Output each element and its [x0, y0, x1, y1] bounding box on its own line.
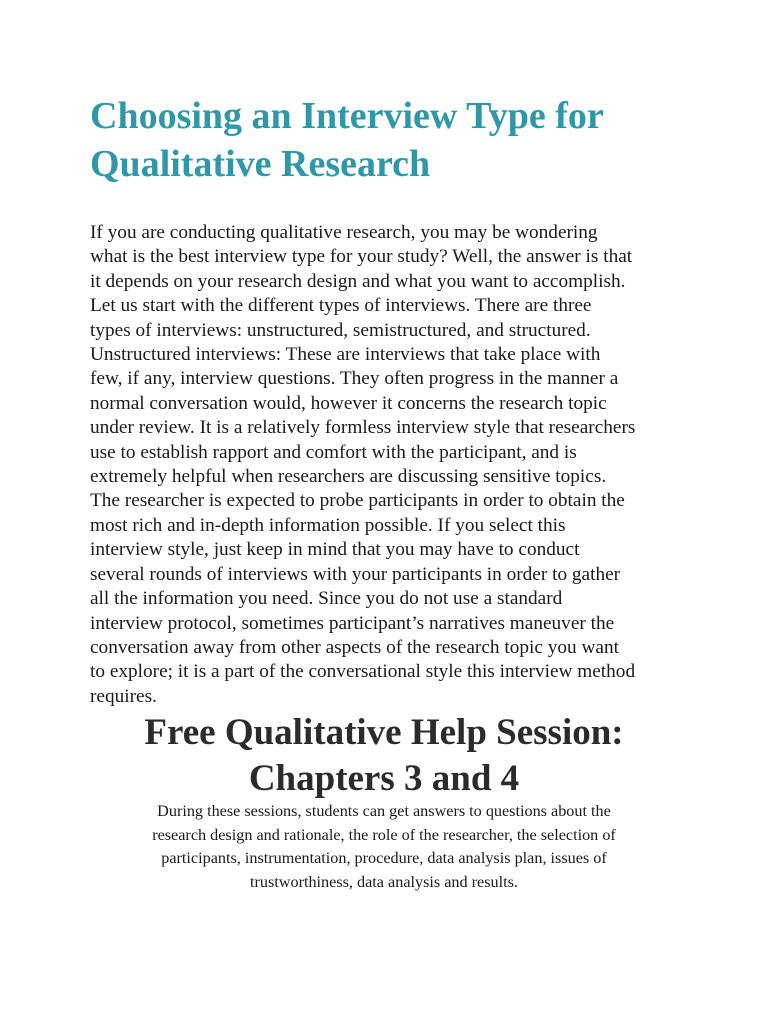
- promo-line: participants, instrumentation, procedure, data analysis plan, issues of: [161, 849, 607, 867]
- body-line: interview style, just keep in mind that you may have to conduct: [90, 539, 580, 561]
- body-line: under review. It is a relatively formless interview style that researchers: [90, 417, 636, 439]
- body-line: it depends on your research design and what you want to accomplish.: [90, 270, 626, 292]
- article-body: [90, 221, 690, 709]
- promo-heading-line: Chapters 3 and 4: [248, 758, 520, 799]
- body-line: interview protocol, sometimes participant’s narratives maneuver the: [90, 612, 615, 634]
- body-line: If you are conducting qualitative research, you may be wondering: [90, 222, 598, 243]
- body-line: Let us start with the different types of interviews. There are three: [90, 295, 592, 317]
- body-line: The researcher is expected to probe participants in order to obtain the: [90, 490, 625, 512]
- body-line: extremely helpful when researchers are discussing sensitive topics.: [90, 466, 607, 488]
- body-line: all the information you need. Since you do not use a standard: [90, 588, 563, 610]
- promo-heading-line: Free Qualitative Help Session:: [144, 712, 624, 753]
- body-line: normal conversation would, however it concerns the research topic: [90, 392, 607, 414]
- body-line: requires.: [90, 685, 157, 707]
- promo-line: During these sessions, students can get answers to questions about the: [157, 802, 611, 820]
- body-line: several rounds of interviews with your participants in order to gather: [90, 563, 621, 585]
- promo-description: [60, 800, 708, 894]
- promo-line: research design and rationale, the role of the researcher, the selection of: [152, 825, 616, 844]
- body-line: types of interviews: unstructured, semistructured, and structured.: [90, 319, 591, 341]
- article-title: [90, 92, 710, 188]
- article-title-line: Choosing an Interview Type for: [90, 95, 604, 137]
- body-line: few, if any, interview questions. They often progress in the manner a: [90, 368, 619, 390]
- body-line: most rich and in-depth information possible. If you select this: [90, 514, 566, 536]
- promo-heading: [40, 710, 728, 802]
- body-line: what is the best interview type for your study? Well, the answer is that: [90, 246, 633, 268]
- body-line: to explore; it is a part of the conversational style this interview method: [90, 661, 636, 683]
- article-title-line: Qualitative Research: [90, 143, 431, 185]
- body-line: Unstructured interviews: These are interviews that take place with: [90, 344, 601, 366]
- body-line: conversation away from other aspects of the research topic you want: [90, 636, 619, 658]
- promo-line: trustworthiness, data analysis and results.: [250, 872, 518, 891]
- body-line: use to establish rapport and comfort with the participant, and is: [90, 441, 577, 463]
